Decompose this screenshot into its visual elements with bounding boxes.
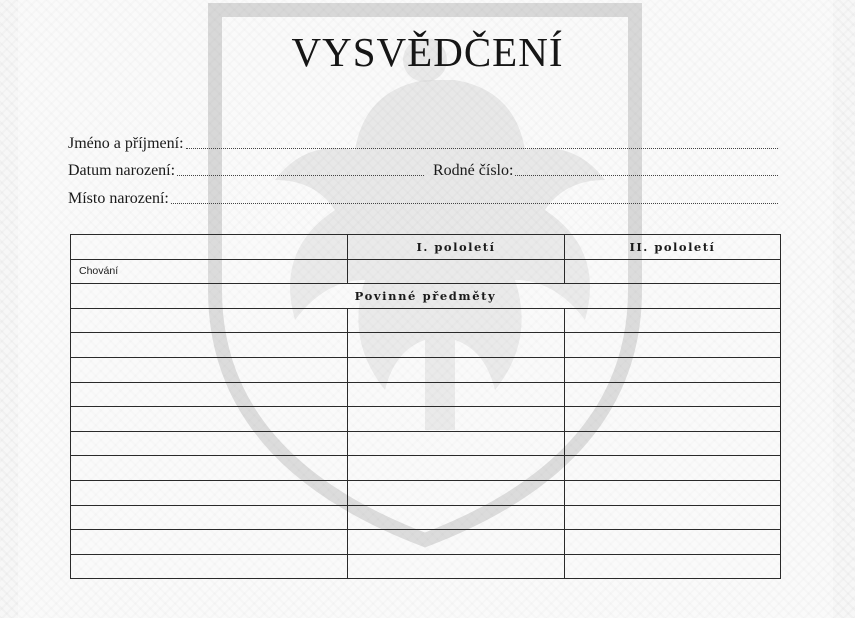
conduct-label: Chování bbox=[71, 259, 348, 284]
conduct-row bbox=[71, 259, 781, 284]
second-semester-cell[interactable] bbox=[565, 431, 781, 456]
birth-number-label: Rodné číslo: bbox=[433, 162, 514, 179]
document-title: VYSVĚDČENÍ bbox=[291, 29, 564, 75]
name-label: Jméno a příjmení: bbox=[68, 135, 184, 152]
second-semester-cell[interactable] bbox=[565, 382, 781, 407]
section-row bbox=[71, 284, 781, 309]
header-second-semester: II. pololetí bbox=[565, 235, 781, 260]
first-semester-cell[interactable] bbox=[348, 554, 565, 579]
first-semester-cell[interactable] bbox=[348, 382, 565, 407]
subject-cell[interactable] bbox=[71, 407, 348, 432]
conduct-second-semester-cell[interactable] bbox=[565, 259, 781, 284]
dob-dotted-line bbox=[177, 175, 424, 176]
table-header-row bbox=[71, 235, 781, 260]
second-semester-cell[interactable] bbox=[565, 407, 781, 432]
second-semester-cell[interactable] bbox=[565, 505, 781, 530]
birthplace-dotted-line bbox=[171, 203, 778, 204]
first-semester-cell[interactable] bbox=[348, 333, 565, 358]
birth-number-field[interactable] bbox=[433, 160, 778, 180]
second-semester-cell[interactable] bbox=[565, 456, 781, 481]
table-row bbox=[71, 480, 781, 505]
conduct-first-semester-cell[interactable] bbox=[348, 259, 565, 284]
subject-cell[interactable] bbox=[71, 480, 348, 505]
dob-field[interactable] bbox=[68, 160, 424, 180]
first-semester-cell[interactable] bbox=[348, 431, 565, 456]
table-row bbox=[71, 456, 781, 481]
name-field[interactable] bbox=[68, 133, 778, 153]
first-semester-cell[interactable] bbox=[348, 407, 565, 432]
second-semester-cell[interactable] bbox=[565, 530, 781, 555]
compulsory-subjects-heading: Povinné předměty bbox=[71, 284, 781, 309]
second-semester-cell[interactable] bbox=[565, 480, 781, 505]
subject-cell[interactable] bbox=[71, 308, 348, 333]
subject-cell[interactable] bbox=[71, 382, 348, 407]
second-semester-cell[interactable] bbox=[565, 554, 781, 579]
subject-cell[interactable] bbox=[71, 333, 348, 358]
subject-cell[interactable] bbox=[71, 431, 348, 456]
first-semester-cell[interactable] bbox=[348, 530, 565, 555]
table-row bbox=[71, 382, 781, 407]
grades-table bbox=[70, 234, 781, 579]
table-row bbox=[71, 554, 781, 579]
table-row bbox=[71, 308, 781, 333]
birthplace-label: Místo narození: bbox=[68, 190, 169, 207]
first-semester-cell[interactable] bbox=[348, 505, 565, 530]
table-row bbox=[71, 407, 781, 432]
header-empty-cell bbox=[71, 235, 348, 260]
first-semester-cell[interactable] bbox=[348, 480, 565, 505]
subject-cell[interactable] bbox=[71, 357, 348, 382]
table-row bbox=[71, 357, 781, 382]
table-row bbox=[71, 431, 781, 456]
table-row bbox=[71, 505, 781, 530]
subject-cell[interactable] bbox=[71, 530, 348, 555]
subject-cell[interactable] bbox=[71, 505, 348, 530]
first-semester-cell[interactable] bbox=[348, 308, 565, 333]
subject-cell[interactable] bbox=[71, 554, 348, 579]
subject-cell[interactable] bbox=[71, 456, 348, 481]
second-semester-cell[interactable] bbox=[565, 308, 781, 333]
name-dotted-line bbox=[186, 148, 778, 149]
second-semester-cell[interactable] bbox=[565, 333, 781, 358]
first-semester-cell[interactable] bbox=[348, 456, 565, 481]
table-row bbox=[71, 530, 781, 555]
birthplace-field[interactable] bbox=[68, 188, 778, 208]
dob-label: Datum narození: bbox=[68, 162, 176, 179]
header-first-semester: I. pololetí bbox=[348, 235, 565, 260]
first-semester-cell[interactable] bbox=[348, 357, 565, 382]
second-semester-cell[interactable] bbox=[565, 357, 781, 382]
birth-number-dotted-line bbox=[515, 175, 778, 176]
table-row bbox=[71, 333, 781, 358]
